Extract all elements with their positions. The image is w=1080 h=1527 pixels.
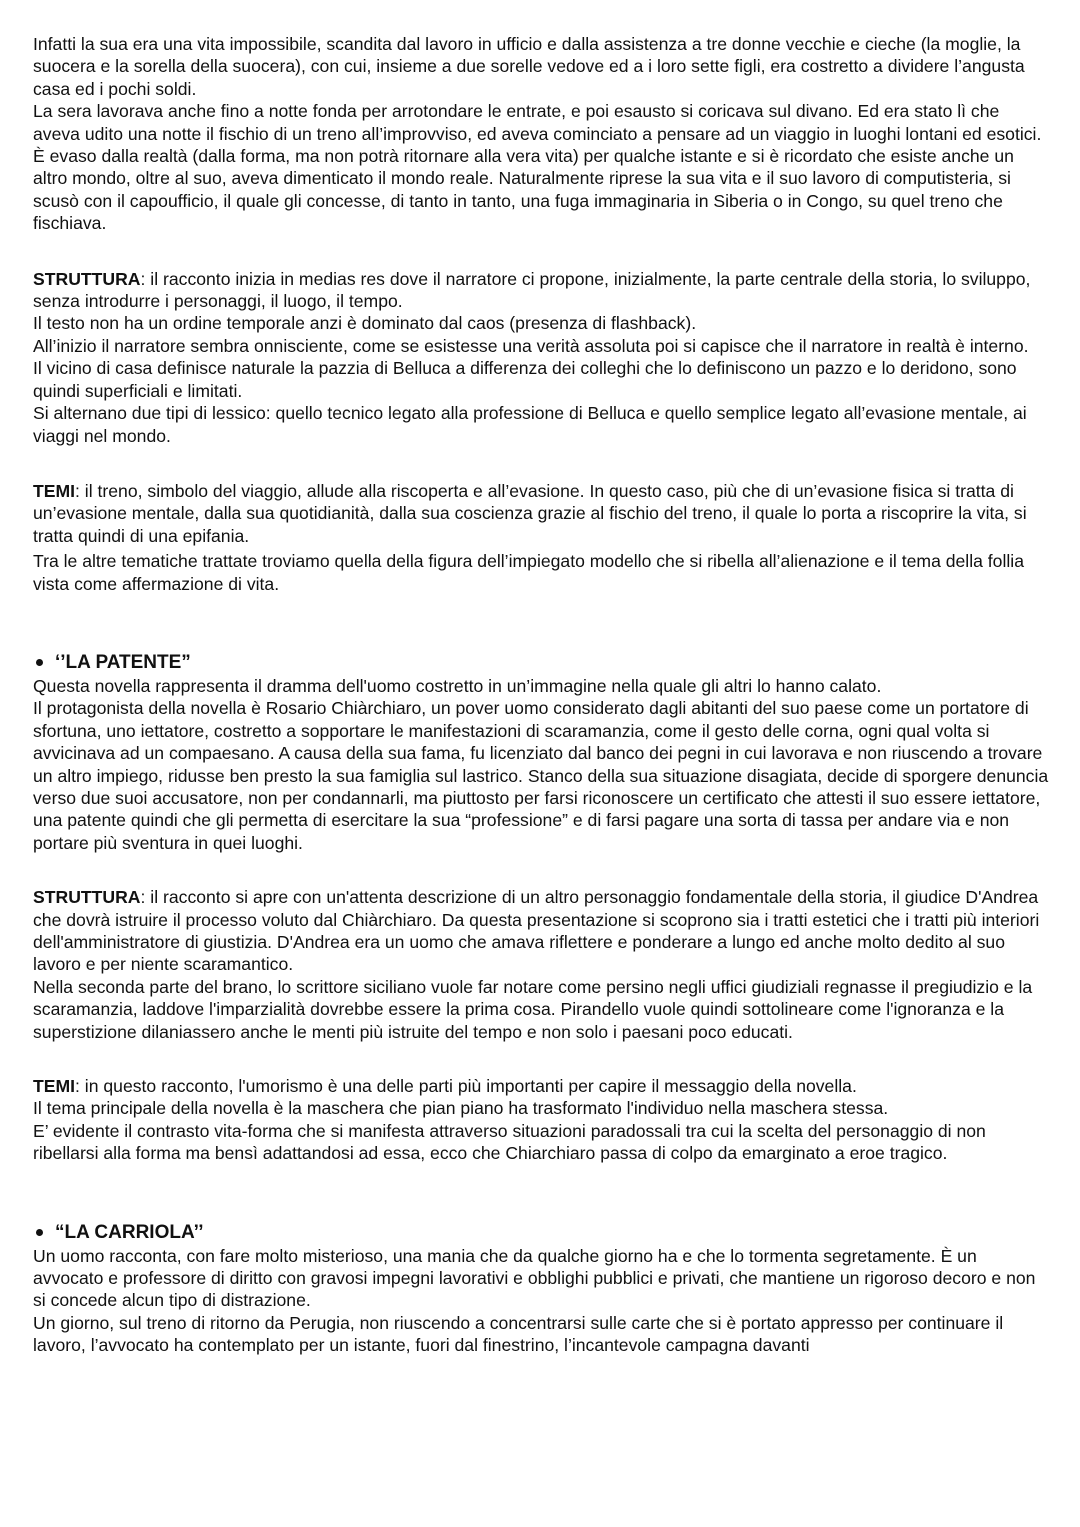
treno-struttura-paragraph-5: Si alternano due tipi di lessico: quello tecnico legato alla professione di Belluca e quello semplice legato all’evasione mentale, ai viaggi nel mondo. [33, 403, 1027, 446]
patente-heading [33, 651, 1050, 675]
treno-temi-paragraph [33, 480, 1050, 547]
temi-label: TEMI [33, 480, 76, 501]
treno-struttura-paragraph-4: Il vicino di casa definisce naturale la pazzia di Belluca a differenza dei colleghi che lo definiscono un pazzo e lo deridono, sono quindi superficiali e limitati. [33, 358, 1017, 401]
spacer [33, 595, 1050, 651]
spacer [33, 447, 1050, 480]
patente-temi-paragraph-2: Il tema principale della novella è la maschera che pian piano ha trasformato l'individuo nella maschera stessa. [33, 1098, 889, 1119]
patente-temi-paragraph [33, 1075, 1050, 1097]
spacer [33, 854, 1050, 886]
bullet-icon [36, 1229, 43, 1236]
struttura-label: STRUTTURA [33, 887, 141, 908]
treno-struttura-paragraph [33, 268, 1050, 313]
temi-label: TEMI [33, 1076, 76, 1097]
treno-temi-paragraph-2: Tra le altre tematiche trattate troviamo quella della figura dell’impiegato modello che si ribella all’alienazione e il tema della follia vista come affermazione di vita. [33, 551, 1024, 594]
patente-struttura-paragraph [33, 886, 1050, 976]
treno-struttura-paragraph-2: Il testo non ha un ordine temporale anzi è dominato dal caos (presenza di flashback). [33, 313, 697, 334]
patente-temi-text-1: : in questo racconto, l'umorismo è una delle parti più importanti per capire il messaggio della novella. [75, 1076, 857, 1097]
treno-struttura-text-1: : il racconto inizia in medias res dove il narratore ci propone, inizialmente, la parte centrale della storia, lo sviluppo, senza introdurre i personaggi, il luogo, il tempo. [33, 268, 1031, 312]
treno-temi-text-1: : il treno, simbolo del viaggio, allude alla riscoperta e all’evasione. In questo caso, più che di un’evasione fisica si tratta di un’evasione mentale, dalla sua quotidianità, dalla sua coscienza grazie al fischio del treno, il quale lo porta a riscoprire la vita, si tratta quindi di una epifania. [33, 480, 1027, 546]
carriola-heading [33, 1221, 1050, 1245]
spacer [33, 1165, 1050, 1221]
carriola-title: “LA CARRIOLA’’ [55, 1221, 204, 1243]
patente-title: ‘’LA PATENTE” [55, 651, 191, 673]
patente-struttura-text-1: : il racconto si apre con un'attenta descrizione di un altro personaggio fondamentale della storia, il giudice D'Andrea che dovrà istruire il processo voluto dal Chiàrchiaro. Da questa presentazione si scoprono sia i tratti estetici che i tratti più interiori dell'amministratore di giustizia. D'Andrea era un uomo che amava riflettere e ponderare a lungo ed anche molto dedito al suo lavoro e per niente scaramantico. [33, 887, 1040, 975]
patente-struttura-paragraph-2: Nella seconda parte del brano, lo scrittore siciliano vuole far notare come persino negli uffici giudiziali regnasse il pregiudizio e la scaramanzia, laddove l'imparzialità dovrebbe essere la prima cosa. Pirandello vuole quindi sottolineare come l'ignoranza e la superstizione dilaniassero anche le menti più istruite del tempo e non solo i paesani poco educati. [33, 976, 1033, 1042]
intro-paragraph-3: È evaso dalla realtà (dalla forma, ma non potrà ritornare alla vera vita) per qualche istante e si è ricordato che esiste anche un altro mondo, oltre al suo, aveva dimenticato il mondo reale. Naturalmente riprese la sua vita e il suo lavoro di computisteria, si scusò con il capoufficio, il quale gli concesse, di tanto in tanto, una fuga immaginaria in Siberia o in Congo, su quel treno che fischiava. [33, 146, 1014, 234]
treno-struttura-paragraph-3: All’inizio il narratore sembra onnisciente, come se esistesse una verità assoluta poi si capisce che il narratore in realtà è interno. [33, 335, 1029, 356]
spacer [33, 1043, 1050, 1075]
struttura-label: STRUTTURA [33, 268, 141, 289]
intro-paragraph-2: La sera lavorava anche fino a notte fonda per arrotondare le entrate, e poi esausto si coricava sul divano. Ed era stato lì che aveva udito una notte il fischio di un treno all’improvviso, ed aveva cominciato a pensare ad un viaggio in luoghi lontani ed esotici. [33, 101, 1042, 144]
patente-paragraph-2: Il protagonista della novella è Rosario Chiàrchiaro, un pover uomo considerato dagli abitanti del suo paese come un portatore di sfortuna, uno iettatore, costretto a sopportare le manifestazioni di scaramanzia, come il gesto delle corna, ogni qual volta si avvicinava ad un compaesano. A causa della sua fama, fu licenziato dal banco dei pegni in cui lavorava e non riuscendo a trovare un altro impiego, ridusse ben presto la sua famiglia sul lastrico. Stanco della sua situazione disagiata, decide di sporgere denuncia verso due suoi accusatore, non per condannarli, ma piuttosto per farsi riconoscere un certificato che attesti il suo essere iettatore, una patente quindi che gli permetta di esercitare la sua “professione” e di farsi pagare una sorta di tassa per andare via e non portare più sventura in quei luoghi. [33, 698, 1049, 853]
patente-temi-paragraph-3: E’ evidente il contrasto vita-forma che si manifesta attraverso situazioni paradossali tra cui la scelta del personaggio di non ribellarsi alla forma ma bensì adattandosi ad essa, ecco che Chiarchiaro passa di colpo da emarginato a eroe tragico. [33, 1120, 986, 1164]
spacer [33, 235, 1050, 268]
intro-paragraph-1: Infatti la sua era una vita impossibile, scandita dal lavoro in ufficio e dalla assistenza a tre donne vecchie e cieche (la moglie, la suocera e la sorella della suocera), con cui, insieme a due sorelle vedove ed a i loro sette figli, era costretto a dividere l’angusta casa ed i pochi soldi. [33, 34, 1025, 99]
carriola-paragraph-1: Un uomo racconta, con fare molto misterioso, una mania che da qualche giorno ha e che lo tormenta segretamente. È un avvocato e professore di diritto con gravosi impegni lavorativi e obblighi pubblici e privati, che mantiene un rigoroso decoro e non si concede alcun tipo di distrazione. [33, 1245, 1036, 1311]
carriola-paragraph-2: Un giorno, sul treno di ritorno da Perugia, non riuscendo a concentrarsi sulle carte che si è portato appresso per continuare il lavoro, l’avvocato ha contemplato per un istante, fuori dal finestrino, l’incantevole campagna davanti [33, 1312, 1004, 1356]
patente-paragraph-1: Questa novella rappresenta il dramma dell'uomo costretto in un’immagine nella quale gli altri lo hanno calato. [33, 675, 882, 696]
bullet-icon [36, 659, 43, 666]
